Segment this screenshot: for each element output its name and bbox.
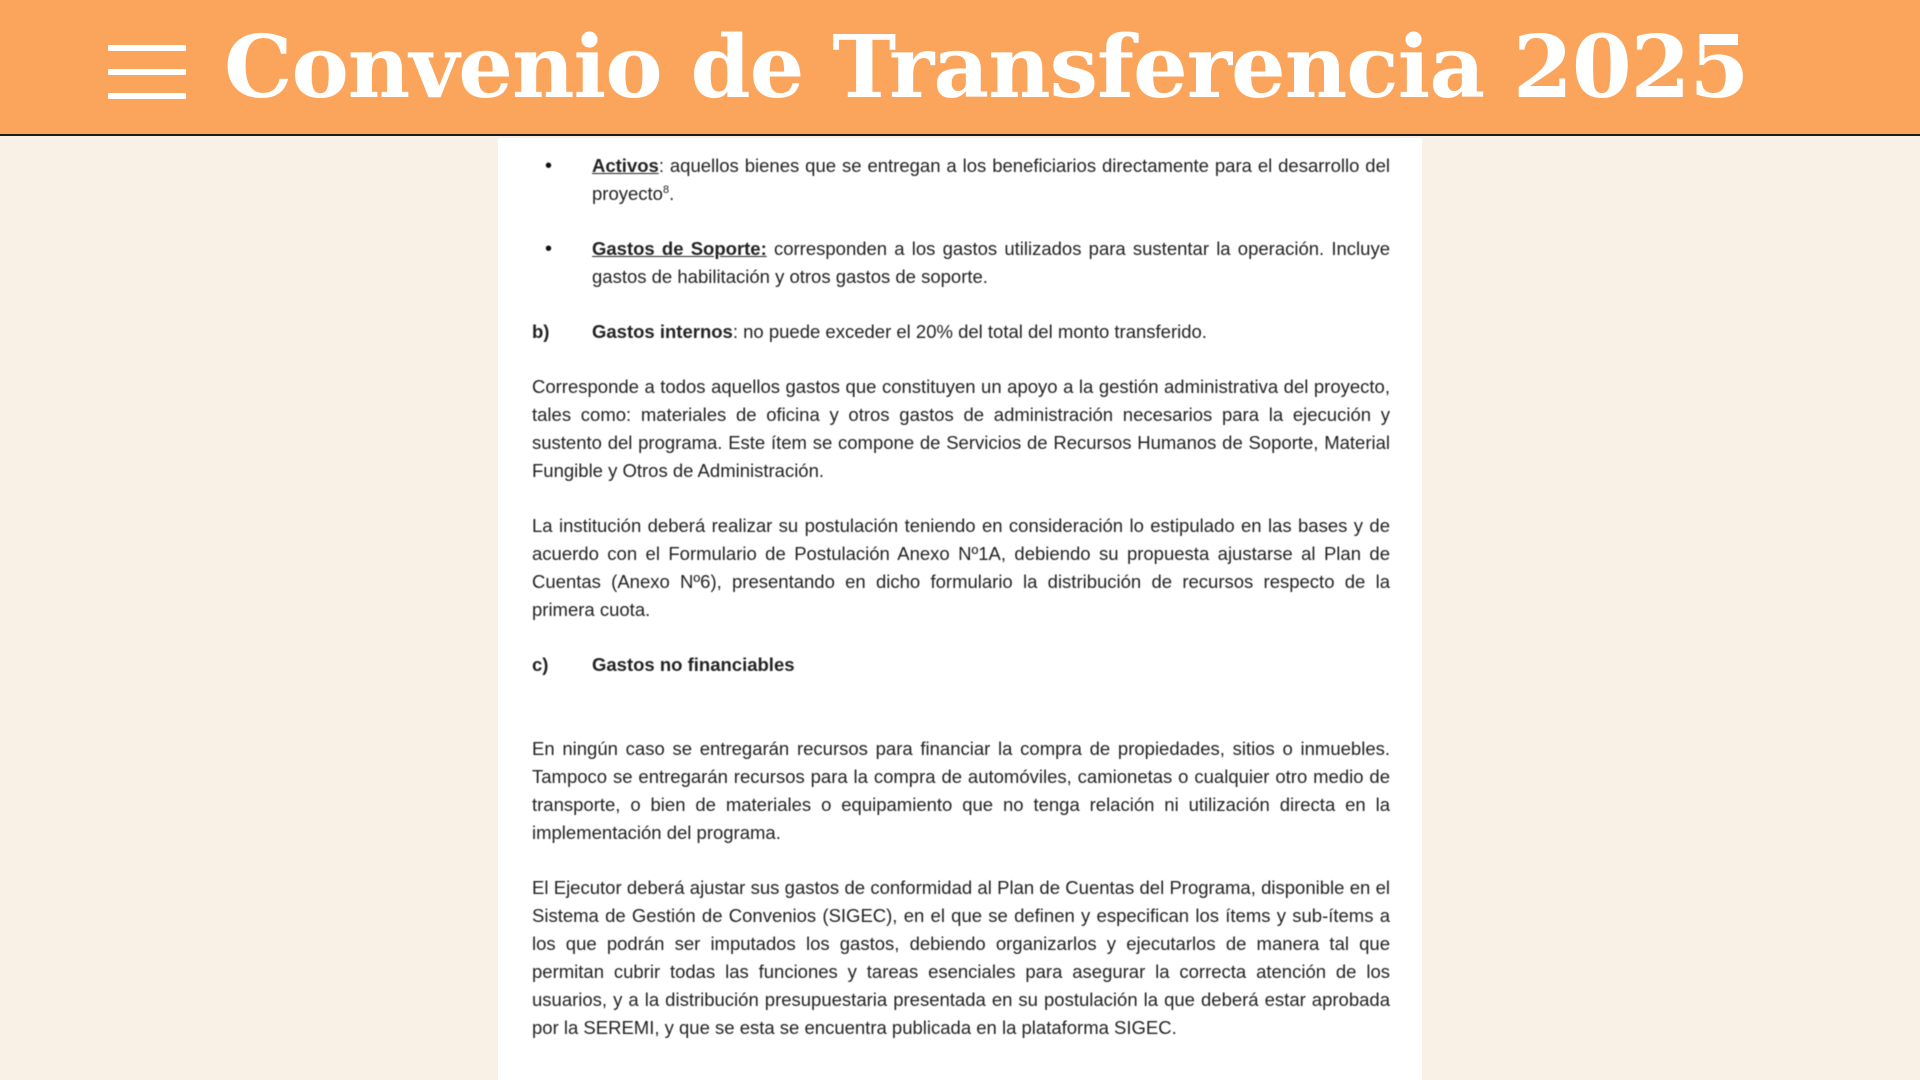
paragraph-no-financiables: En ningún caso se entregarán recursos para financiar la compra de propiedades, sitios o inmuebles. Tampoco se entregarán recursos para la compra de automóviles, camionetas o cualquier otro medio de transporte, o bien de materiales o equipamiento que no tenga relación ni utilización directa en la implementación del programa. (532, 738, 1390, 843)
paragraph-ejecutor: El Ejecutor deberá ajustar sus gastos de conformidad al Plan de Cuentas del Programa, disponible en el Sistema de Gestión de Convenios (SIGEC), en el que se definen y especifican los ítems y sub-ítems a los que podrán ser imputados los gastos, debiendo organizarlos y ejecutarlos de manera tal que permitan cubrir todas las funciones y tareas esenciales para asegurar la correcta atención de los usuarios, y a la distribución presupuestaria presentada en su postulación la que deberá estar aprobada por la SEREMI, y que se esta se encuentra publicada en la plataforma SIGEC. (532, 877, 1390, 1038)
menu-line (108, 93, 186, 99)
section-title: Gastos internos (592, 321, 733, 342)
document-page (498, 138, 1422, 1080)
paragraph-postulacion: La institución deberá realizar su postulación teniendo en consideración lo estipulado en las bases y de acuerdo con el Formulario de Postulación Anexo Nº1A, debiendo su propuesta ajustarse al Plan de Cuentas (Anexo Nº6), presentando en dicho formulario la distribución de recursos respecto de la primera cuota. (532, 515, 1390, 620)
list-item-gastos-soporte (532, 235, 1390, 291)
section-title: Gastos no financiables (592, 654, 795, 675)
paragraph-gastos-internos: Corresponde a todos aquellos gastos que constituyen un apoyo a la gestión administrativa del proyecto, tales como: materiales de oficina y otros gastos de administración necesarios para la ejecución y sustento del programa. Este ítem se compone de Servicios de Recursos Humanos de Soporte, Material Fungible y Otros de Administración. (532, 376, 1390, 481)
menu-line (108, 45, 186, 51)
document-body (532, 152, 1390, 1042)
menu-line (108, 69, 186, 75)
hamburger-menu-icon[interactable] (108, 45, 186, 99)
item-text: corresponden a los gastos utilizados para sustentar la operación. Incluye gastos de habilitación y otros gastos de soporte. (592, 238, 1390, 287)
section-c-heading (532, 651, 1390, 679)
bullet-dot-icon: • (545, 155, 553, 177)
top-bar (0, 0, 1920, 136)
list-item-activos (532, 152, 1390, 208)
section-text: : no puede exceder el 20% del total del monto transferido. (732, 321, 1207, 342)
bullet-dot-icon: • (545, 238, 553, 260)
footnote-marker[interactable]: 8 (662, 183, 670, 196)
section-letter: c) (532, 654, 549, 675)
item-text: : aquellos bienes que se entregan a los beneficiarios directamente para el desarrollo del proyecto (592, 155, 1390, 204)
section-letter: b) (532, 321, 550, 342)
term-gastos-soporte: Gastos de Soporte: (592, 238, 767, 259)
term-activos: Activos (592, 155, 659, 176)
page-title: Convenio de Transferencia 2025 (224, 17, 1749, 118)
section-b-heading (532, 318, 1390, 346)
item-end: . (669, 183, 675, 204)
